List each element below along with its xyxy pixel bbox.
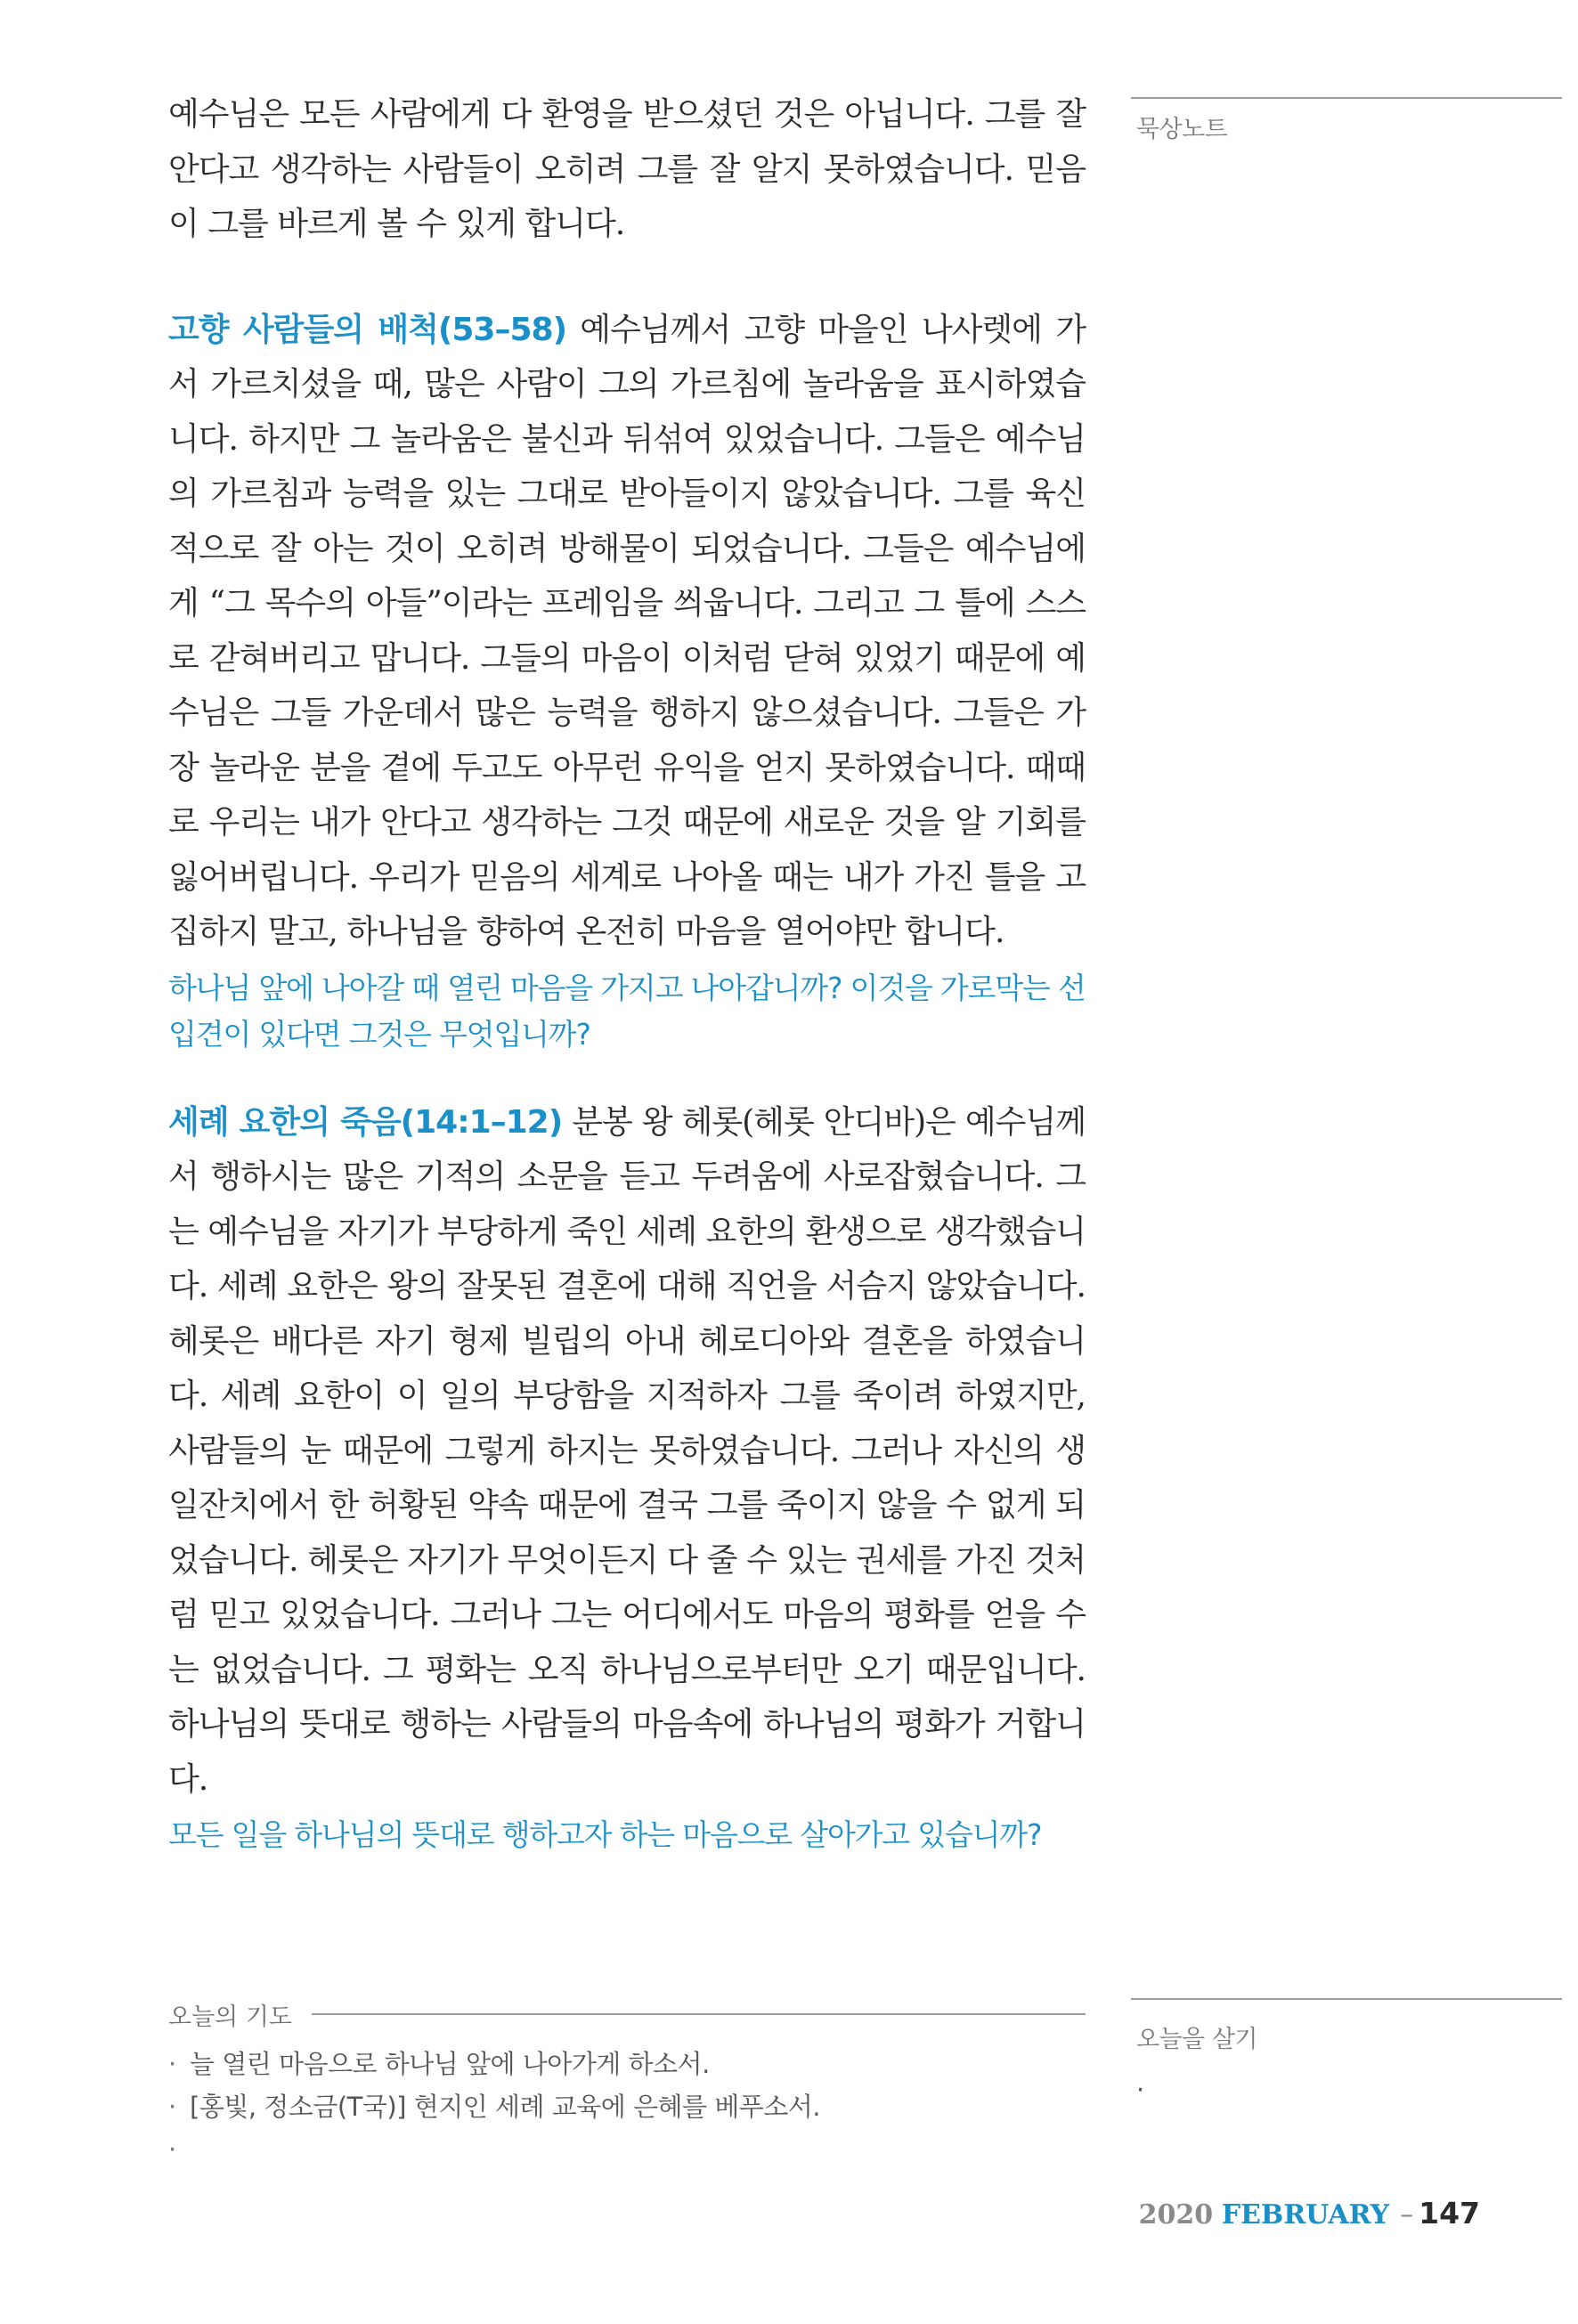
bullet-icon: ·	[168, 2049, 176, 2079]
prayer-item: · 늘 열린 마음으로 하나님 앞에 나아가게 하소서.	[168, 2043, 820, 2085]
intro-paragraph: 예수님은 모든 사람에게 다 환영을 받으셨던 것은 아닙니다. 그를 잘 안다고 생각하는 사람들이 오히려 그를 잘 알지 못하였습니다. 믿음이 그를 바르게 볼 수 있게 합니다.	[168, 96, 1086, 242]
section-body-nazareth: 예수님께서 고향 마을인 나사렛에 가서 가르치셨을 때, 많은 사람이 그의 가르침에 놀라움을 표시하였습니다. 하지만 그 놀라움은 불신과 뒤섞여 있었습니다. 그들은 예수님의 가르침과 능력을 있는 그대로 받아들이지 않았습니다. 그를 육신적으로 잘 아는 것이 오히려 방해물이 되었습니다. 그들은 예수님에게 “그 목수의 아들”이라는 프레임을 씌웁니다. 그리고 그 틀에 스스로 갇혀버리고 맙니다. 그들의 마음이 이처럼 닫혀 있었기 때문에 예수님은 그들 가운데서 많은 능력을 행하지 않으셨습니다. 그들은 가장 놀라운 분을 곁에 두고도 아무런 유익을 얻지 못하였습니다. 때때로 우리는 내가 안다고 생각하는 그것 때문에 새로운 것을 알 기회를 잃어버립니다. 우리가 믿음의 세계로 나아올 때는 내가 가진 틀을 고집하지 말고, 하나님을 향하여 온전히 마음을 열어야만 합니다.	[168, 311, 1086, 950]
notes-divider	[1131, 97, 1562, 99]
prayer-item: · [홍빛, 정소금(T국)] 현지인 세례 교육에 은혜를 베푸소서.	[168, 2085, 820, 2128]
prayer-divider	[312, 2013, 1086, 2015]
section-heading-nazareth: 고향 사람들의 배척(53–58)	[168, 311, 567, 348]
footer-dash: –	[1400, 2199, 1414, 2231]
footer-year: 2020	[1138, 2199, 1214, 2231]
reflection-question-1: 하나님 앞에 나아갈 때 열린 마음을 가지고 나아갑니까? 이것을 가로막는 선입견이 있다면 그것은 무엇입니까?	[168, 970, 1086, 1052]
section-body-john: 분봉 왕 헤롯(헤롯 안디바)은 예수님께서 행하시는 많은 기적의 소문을 듣고 두려움에 사로잡혔습니다. 그는 예수님을 자기가 부당하게 죽인 세례 요한의 환생으로 생각했습니다. 세례 요한은 왕의 잘못된 결혼에 대해 직언을 서슴지 않았습니다. 헤롯은 배다른 자기 형제 빌립의 아내 헤로디아와 결혼을 하였습니다. 세례 요한이 이 일의 부당함을 지적하자 그를 죽이려 하였지만, 사람들의 눈 때문에 그렇게 하지는 못하였습니다. 그러나 자신의 생일잔치에서 한 허황된 약속 때문에 결국 그를 죽이지 않을 수 없게 되었습니다. 헤롯은 자기가 무엇이든지 다 줄 수 있는 권세를 가진 것처럼 믿고 있었습니다. 그러나 그는 어디에서도 마음의 평화를 얻을 수는 없었습니다. 그 평화는 오직 하나님으로부터만 오기 때문입니다. 하나님의 뜻대로 행하는 사람들의 마음속에 하나님의 평화가 거합니다.	[168, 1103, 1086, 1798]
section-nazareth-paragraph	[168, 303, 1086, 960]
section-john-paragraph	[168, 1095, 1086, 1808]
bullet-icon: ·	[168, 2134, 176, 2165]
bullet-icon: ·	[1136, 2075, 1145, 2105]
today-label: 오늘을 살기	[1136, 2026, 1257, 2053]
prayer-list	[168, 2043, 820, 2171]
today-divider	[1131, 1998, 1562, 2000]
prayer-item	[168, 2128, 820, 2171]
footer-month: FEBRUARY	[1221, 2199, 1390, 2231]
main-text	[168, 87, 1086, 1858]
bullet-icon: ·	[168, 2092, 176, 2122]
page-footer	[1139, 2196, 1480, 2231]
section-heading-john: 세례 요한의 죽음(14:1–12)	[168, 1103, 563, 1141]
page-number: 147	[1419, 2196, 1480, 2231]
reflection-question-2: 모든 일을 하나님의 뜻대로 행하고자 하는 마음으로 살아가고 있습니까?	[168, 1817, 1042, 1852]
prayer-label: 오늘의 기도	[168, 2003, 292, 2031]
notes-label: 묵상노트	[1136, 116, 1228, 143]
